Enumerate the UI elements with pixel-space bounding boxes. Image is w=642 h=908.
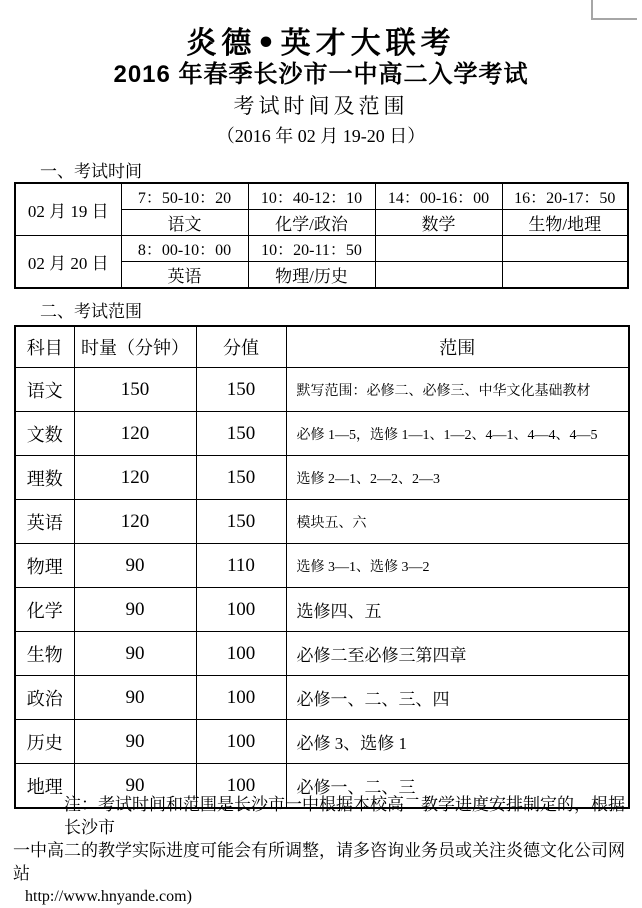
duration-cell: 150 [74,368,196,412]
table-row [15,456,629,500]
subject-cell: 英语 [15,500,74,544]
exam-time-cell: 16：20-17：50 [502,183,628,210]
duration-cell: 90 [74,588,196,632]
duration-cell: 90 [74,676,196,720]
exam-time-cell: 8：00-10：00 [121,236,248,262]
table-row [15,412,629,456]
subject-cell: 历史 [15,720,74,764]
footer-note-line: 注：考试时间和范围是长沙市一中根据本校高二教学进度安排制定的，根据长沙市 [64,795,625,837]
score-cell: 150 [196,412,286,456]
duration-cell: 90 [74,632,196,676]
range-cell: 必修一、二、三、四 [286,676,629,720]
exam-subject-cell: 语文 [121,210,248,236]
range-cell: 必修 3、选修 1 [286,720,629,764]
score-cell: 150 [196,368,286,412]
exam-subject-cell: 英语 [121,262,248,289]
exam-time-cell [375,236,502,262]
range-cell: 默写范围：必修二、必修三、中华文化基础教材 [286,368,629,412]
column-header-score: 分值 [196,326,286,368]
footer-note [13,793,629,908]
table-row [15,632,629,676]
subject-cell: 化学 [15,588,74,632]
range-cell: 必修一、二、三 [286,764,629,809]
score-cell: 150 [196,500,286,544]
subject-cell: 理数 [15,456,74,500]
exam-subject-cell: 物理/历史 [248,262,375,289]
range-cell: 选修四、五 [286,588,629,632]
subject-cell: 文数 [15,412,74,456]
exam-date-cell: 02 月 20 日 [15,236,121,289]
table-row [15,183,628,210]
subject-cell: 生物 [15,632,74,676]
exam-subject-cell: 数学 [375,210,502,236]
table-row [15,368,629,412]
exam-subject-cell: 化学/政治 [248,210,375,236]
table-row [15,500,629,544]
exam-scope-table [14,325,630,809]
exam-date-range: （2016 年 02 月 19-20 日） [216,126,426,146]
score-cell: 100 [196,676,286,720]
page-corner-mark-vertical [591,0,593,19]
exam-time-cell: 7：50-10：20 [121,183,248,210]
footer-note-url: http://www.hnyande.com) [25,888,192,905]
section-heading-exam-times: 一、考试时间 [40,162,142,181]
score-cell: 100 [196,720,286,764]
exam-subject-cell [375,262,502,289]
table-header-row [15,326,629,368]
range-cell: 必修二至必修三第四章 [286,632,629,676]
exam-times-table [14,182,629,289]
page-subtitle: 考试时间及范围 [233,94,409,118]
table-row [15,720,629,764]
subject-cell: 地理 [15,764,74,809]
table-row [15,588,629,632]
column-header-range: 范围 [286,326,629,368]
subject-cell: 物理 [15,544,74,588]
footer-note-line: 一中高二的教学实际进度可能会有所调整，请多咨询业务员或关注炎德文化公司网站 [13,841,625,883]
range-cell: 必修 1—5，选修 1—1、1—2、4—1、4—4、4—5 [286,412,629,456]
range-cell: 选修 3—1、选修 3—2 [286,544,629,588]
exam-title: 2016 年春季长沙市一中高二入学考试 [113,61,529,88]
range-cell: 选修 2—1、2—2、2—3 [286,456,629,500]
exam-time-cell [502,236,628,262]
duration-cell: 120 [74,456,196,500]
exam-subject-cell [502,262,628,289]
exam-subject-cell: 生物/地理 [502,210,628,236]
table-row [15,236,628,262]
column-header-duration: 时量（分钟） [74,326,196,368]
duration-cell: 90 [74,544,196,588]
duration-cell: 90 [74,764,196,809]
score-cell: 100 [196,632,286,676]
section-heading-exam-scope: 二、考试范围 [40,302,142,321]
score-cell: 110 [196,544,286,588]
duration-cell: 120 [74,500,196,544]
subject-cell: 政治 [15,676,74,720]
duration-cell: 120 [74,412,196,456]
exam-date-cell: 02 月 19 日 [15,183,121,236]
duration-cell: 90 [74,720,196,764]
table-row [15,676,629,720]
score-cell: 150 [196,456,286,500]
range-cell: 模块五、六 [286,500,629,544]
column-header-subject: 科目 [15,326,74,368]
table-row [15,544,629,588]
score-cell: 100 [196,764,286,809]
exam-time-cell: 10：40-12：10 [248,183,375,210]
score-cell: 100 [196,588,286,632]
exam-time-cell: 14：00-16：00 [375,183,502,210]
subject-cell: 语文 [15,368,74,412]
exam-time-cell: 10：20-11：50 [248,236,375,262]
brand-title: 炎德•英才大联考 [186,26,456,61]
